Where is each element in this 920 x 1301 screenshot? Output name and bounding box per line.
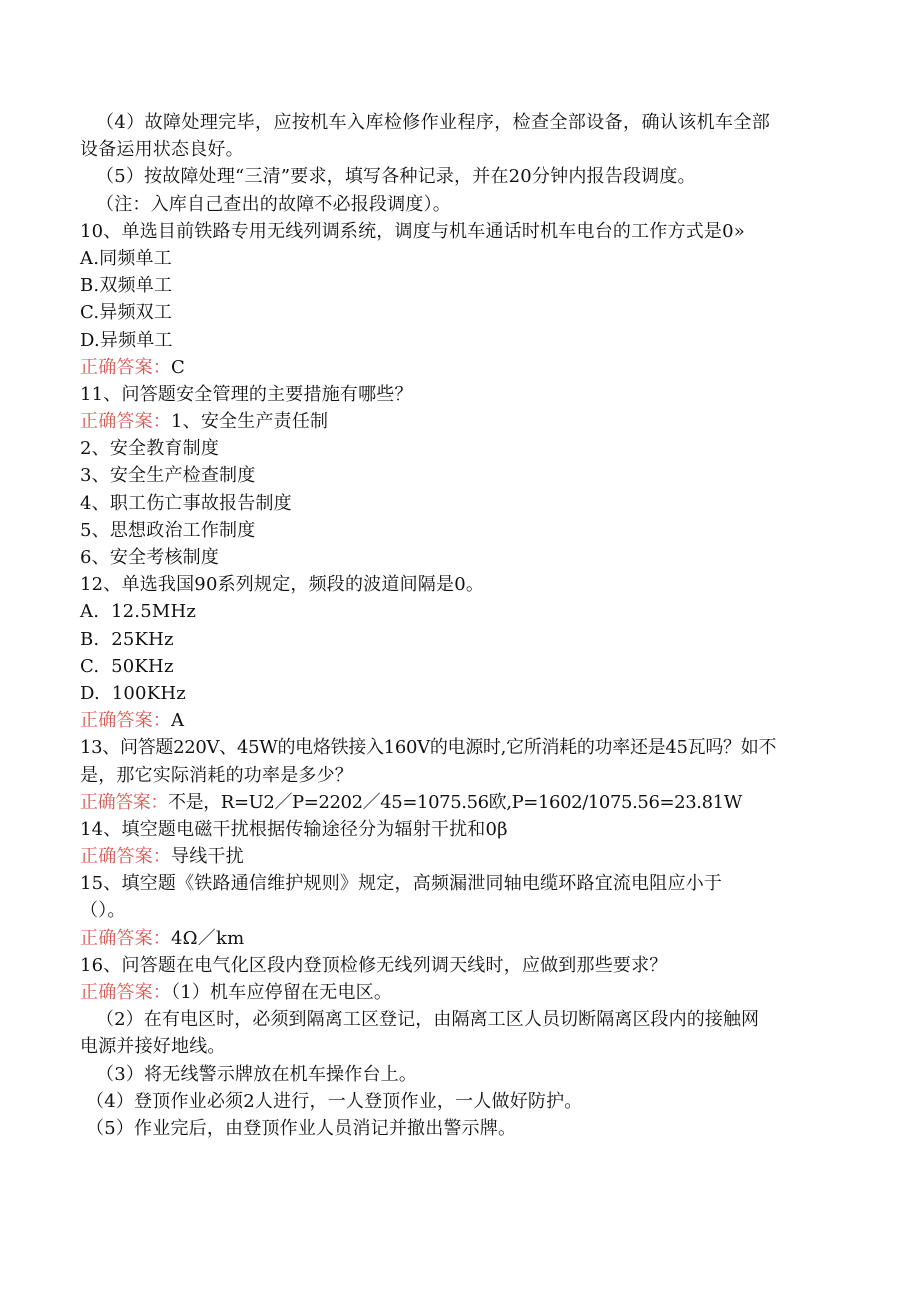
text-line: 4、职工伤亡事故报告制度 bbox=[80, 492, 292, 514]
answer-text: 导线干扰 bbox=[171, 846, 244, 868]
answer-line bbox=[80, 925, 840, 952]
answer-label: 正确答案： bbox=[80, 356, 171, 378]
answer-line bbox=[80, 354, 840, 381]
option-b: B.双频单工 bbox=[80, 275, 173, 297]
answer-line bbox=[80, 843, 840, 870]
option-c: C. 50KHz bbox=[80, 655, 174, 677]
answer-text: 不是，R=U2／P=2202／45=1075.56欧,P=1602/1075.56=23.81W bbox=[168, 791, 742, 813]
option-b: B. 25KHz bbox=[80, 628, 174, 650]
text-line: 2、安全教育制度 bbox=[80, 438, 220, 460]
answer-label: 正确答案： bbox=[80, 710, 171, 732]
answer-label: 正确答案： bbox=[80, 411, 171, 433]
question-13: 13、问答题220V、45W的电烙铁接入160V的电源时,它所消耗的功率还是45瓦吗？如不 bbox=[80, 737, 777, 759]
question-14: 14、填空题电磁干扰根据传输途径分为辐射干扰和0β bbox=[80, 818, 508, 840]
question-10: 10、单选目前铁路专用无线列调系统，调度与机车通话时机车电台的工作方式是0» bbox=[80, 220, 745, 242]
answer-line bbox=[80, 789, 840, 816]
option-c: C.异频双工 bbox=[80, 302, 173, 324]
text-line: （4）登顶作业必须2人进行，一人登顶作业，一人做好防护。 bbox=[86, 1090, 583, 1112]
text-line: （2）在有电区时，必须到隔离工区登记，由隔离工区人员切断隔离区段内的接触网 bbox=[96, 1009, 760, 1031]
text-line: 6、安全考核制度 bbox=[80, 547, 220, 568]
answer-text: A bbox=[171, 710, 185, 732]
question-11: 11、问答题安全管理的主要措施有哪些？ bbox=[80, 383, 413, 405]
document-page bbox=[80, 109, 840, 1142]
option-d: D. 100KHz bbox=[80, 682, 186, 704]
text-line: （5）作业完后，由登顶作业人员消记并撤出警示牌。 bbox=[86, 1117, 517, 1139]
text-line: （3）将无线警示牌放在机车操作台上。 bbox=[96, 1063, 418, 1085]
text-line: 是，那它实际消耗的功率是多少？ bbox=[80, 764, 353, 786]
option-a: A. 12.5MHz bbox=[80, 601, 197, 623]
question-15: 15、填空题《铁路通信维护规则》规定，高频漏泄同轴电缆环路宜流电阻应小于 bbox=[80, 873, 723, 895]
text-line: （4）故障处理完毕，应按机车入库检修作业程序，检查全部设备，确认该机车全部 bbox=[96, 112, 771, 133]
answer-text: 1、安全生产责任制 bbox=[171, 411, 329, 433]
answer-label: 正确答案： bbox=[80, 982, 171, 1003]
question-12: 12、单选我国90系列规定，频段的波道间隔是0。 bbox=[80, 574, 485, 596]
question-16: 16、问答题在电气化区段内登顶检修无线列调天线时，应做到那些要求？ bbox=[80, 954, 668, 976]
answer-line bbox=[80, 408, 840, 435]
answer-line bbox=[80, 979, 840, 1006]
option-a: A.同频单工 bbox=[80, 247, 172, 269]
option-d: D.异频单工 bbox=[80, 329, 173, 351]
answer-label: 正确答案： bbox=[80, 791, 168, 813]
answer-text: （1）机车应停留在无电区。 bbox=[171, 982, 393, 1003]
answer-label: 正确答案： bbox=[80, 846, 171, 868]
text-line: 电源并接好地线。 bbox=[80, 1036, 226, 1058]
answer-text: C bbox=[171, 356, 185, 378]
answer-line bbox=[80, 707, 840, 734]
text-line: （）。 bbox=[80, 900, 126, 922]
text-line: 设备运用状态良好。 bbox=[80, 139, 244, 161]
text-line: 5、思想政治工作制度 bbox=[80, 519, 256, 541]
text-line: （注：入库自己查出的故障不必报段调度）。 bbox=[96, 193, 451, 215]
text-line: 3、安全生产检查制度 bbox=[80, 465, 256, 487]
answer-text: 4Ω／km bbox=[171, 927, 245, 949]
answer-label: 正确答案： bbox=[80, 927, 171, 949]
text-line: （5）按故障处理“三清”要求，填写各种记录，并在20分钟内报告段调度。 bbox=[96, 166, 696, 188]
